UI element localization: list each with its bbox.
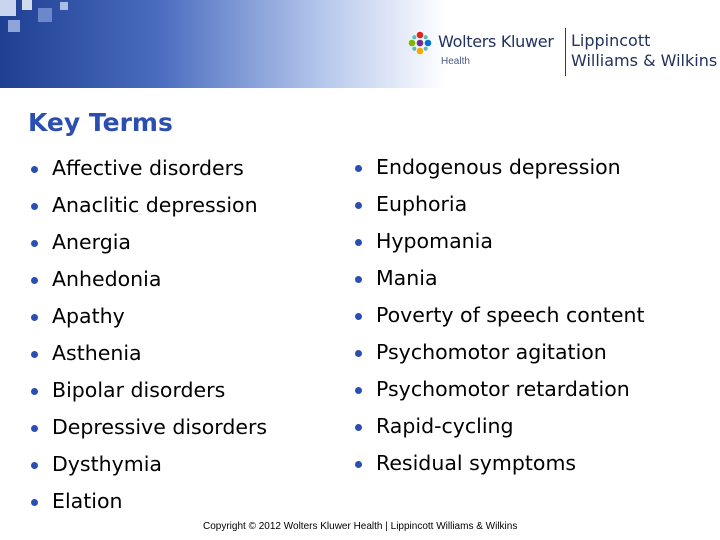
term-item: Depressive disorders: [28, 413, 267, 450]
term-item: Psychomotor agitation: [352, 338, 645, 375]
logo-imprint: [571, 31, 717, 71]
wolters-kluwer-emblem-icon: [408, 31, 432, 55]
right-term-list: [352, 153, 645, 486]
term-item: Mania: [352, 264, 645, 301]
term-item: Endogenous depression: [352, 153, 645, 190]
term-item: Poverty of speech content: [352, 301, 645, 338]
term-item: Anergia: [28, 228, 267, 265]
left-term-list: [28, 154, 267, 524]
logo-divider: [565, 28, 566, 76]
slide-title: Key Terms: [28, 108, 173, 137]
term-item: Apathy: [28, 302, 267, 339]
term-item: Anhedonia: [28, 265, 267, 302]
term-item: Rapid-cycling: [352, 412, 645, 449]
term-item: Dysthymia: [28, 450, 267, 487]
term-item: Bipolar disorders: [28, 376, 267, 413]
term-item: Affective disorders: [28, 154, 267, 191]
logo-imprint-line1: Lippincott: [571, 31, 651, 50]
term-item: Elation: [28, 487, 267, 524]
logo-imprint-line2: Williams & Wilkins: [571, 51, 718, 70]
term-item: Hypomania: [352, 227, 645, 264]
logo-company-name: Wolters Kluwer: [438, 32, 554, 51]
term-item: Psychomotor retardation: [352, 375, 645, 412]
logo-division: Health: [441, 56, 470, 67]
term-item: Anaclitic depression: [28, 191, 267, 228]
copyright-notice: Copyright © 2012 Wolters Kluwer Health | Lippincott Williams & Wilkins: [203, 521, 518, 532]
term-item: Asthenia: [28, 339, 267, 376]
term-item: Residual symptoms: [352, 449, 645, 486]
term-item: Euphoria: [352, 190, 645, 227]
header-banner: [0, 0, 720, 88]
